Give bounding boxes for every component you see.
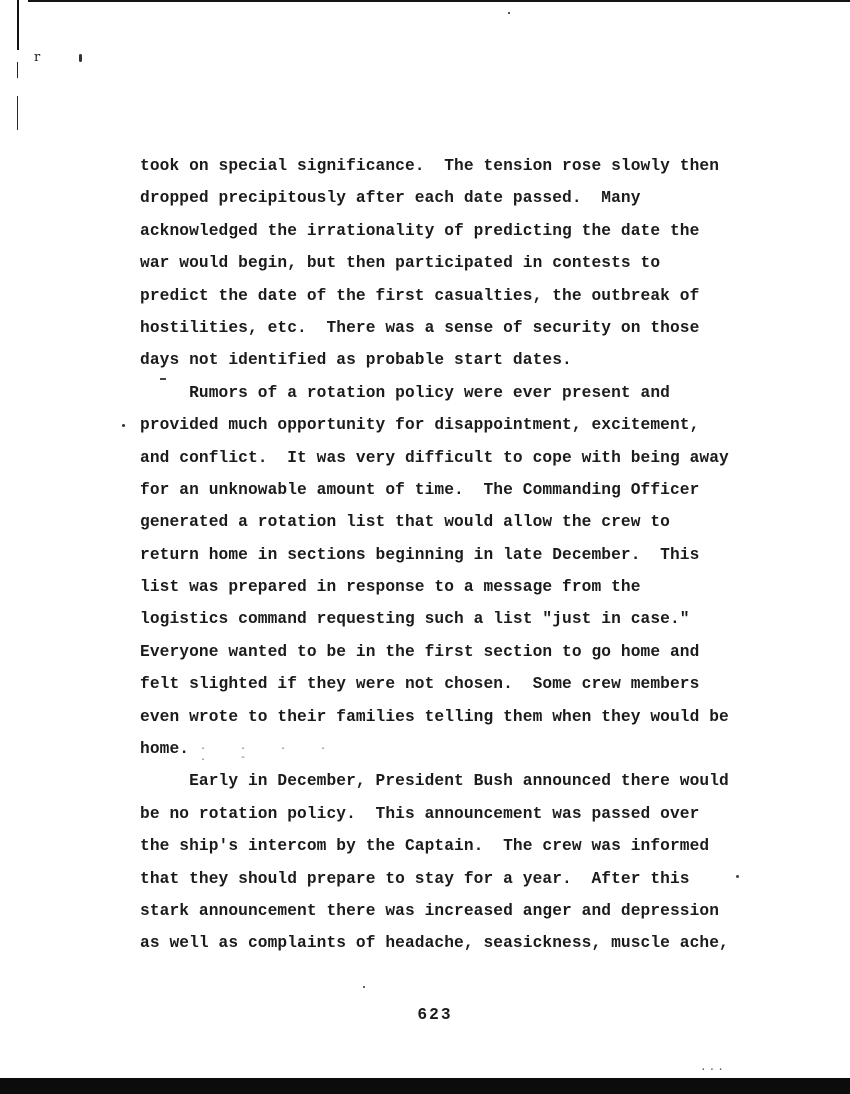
text-line: be no rotation policy. This announcement was passed over [140, 804, 700, 823]
text-line: list was prepared in response to a message from the [140, 578, 641, 597]
text-line: felt slighted if they were not chosen. Some crew members [140, 675, 700, 694]
text-line: the ship's intercom by the Captain. The crew was informed [140, 837, 710, 856]
text-line: predict the date of the first casualties, the outbreak of [140, 286, 700, 305]
scan-edge-left-dash [17, 62, 18, 78]
text-line: days not identified as probable start dates. [140, 351, 572, 370]
text-line: logistics command requesting such a list "just in case." [140, 610, 690, 629]
text-line: that they should prepare to stay for a year. After this [140, 869, 690, 888]
text-line: war would begin, but then participated in contests to [140, 254, 661, 273]
scan-artifact-mark: r [34, 50, 41, 65]
text-line: for an unknowable amount of time. The Commanding Officer [140, 480, 700, 499]
text-line: as well as complaints of headache, seasickness, muscle ache, [140, 934, 729, 953]
scan-speck [363, 986, 365, 988]
text-line: dropped precipitously after each date passed. Many [140, 189, 641, 208]
scan-edge-bottom-bar [0, 1078, 850, 1094]
text-line: provided much opportunity for disappointment, excitement, [140, 416, 700, 435]
text-line: stark announcement there was increased anger and depression [140, 901, 720, 920]
text-line: took on special significance. The tension rose slowly then [140, 157, 720, 175]
body-text [140, 150, 750, 960]
text-line: Rumors of a rotation policy were ever present and [140, 383, 670, 402]
text-line: home. [140, 740, 190, 759]
scan-speck [122, 424, 125, 427]
scan-artifact-dots: ... [700, 1062, 726, 1074]
scan-edge-left-line [17, 0, 19, 50]
scan-edge-top-line [28, 0, 850, 2]
text-line: and conflict. It was very difficult to cope with being away [140, 448, 729, 467]
text-line: return home in sections beginning in late December. This [140, 545, 700, 564]
text-line: even wrote to their families telling them when they would be [140, 707, 729, 726]
text-line: acknowledged the irrationality of predicting the date the [140, 221, 700, 240]
scan-artifact-dots: . . . . . - [200, 742, 341, 764]
text-line: Everyone wanted to be in the first section to go home and [140, 642, 700, 661]
scan-artifact-mark [79, 54, 82, 62]
text-line: hostilities, etc. There was a sense of security on those [140, 318, 700, 337]
text-line: Early in December, President Bush announced there would [140, 772, 729, 791]
page-number: 623 [417, 1006, 453, 1024]
scan-edge-left-dash [17, 96, 18, 130]
text-line: generated a rotation list that would allow the crew to [140, 513, 670, 532]
scan-speck [508, 12, 510, 14]
